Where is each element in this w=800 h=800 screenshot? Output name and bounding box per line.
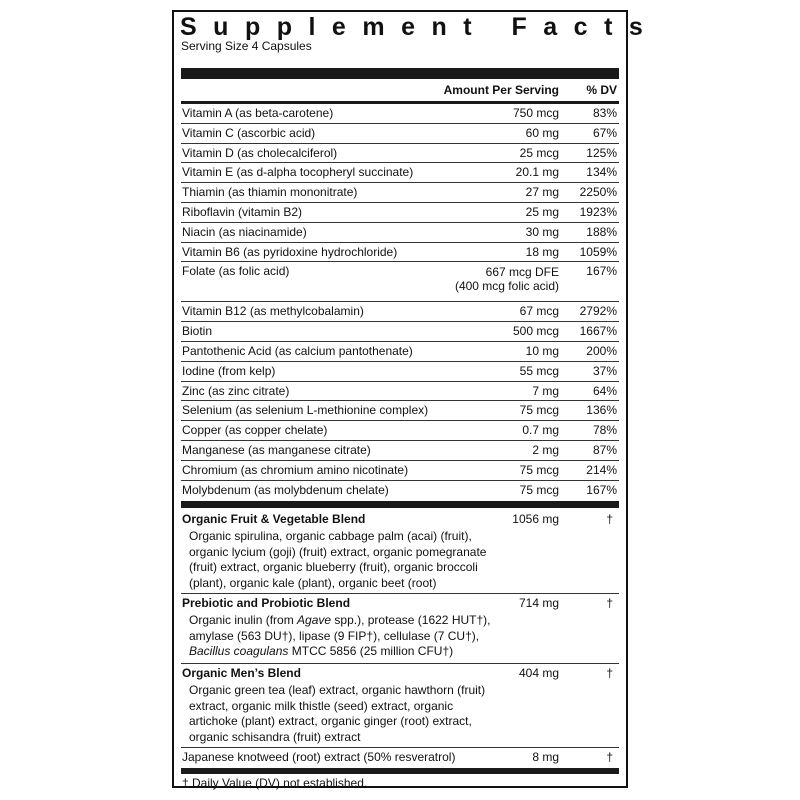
- nutrient-name: Riboflavin (vitamin B2): [182, 204, 303, 219]
- blend-ingredients: [189, 613, 504, 660]
- nutrient-dv: 2792%: [579, 304, 617, 319]
- blend-dv: †: [606, 512, 613, 526]
- blend-name: Organic Fruit & Vegetable Blend: [182, 512, 366, 526]
- nutrient-dv: 1059%: [579, 244, 617, 259]
- blend-amount: 404 mg: [518, 666, 559, 680]
- blend-header: [181, 664, 619, 683]
- nutrient-name: Iodine (from kelp): [182, 363, 276, 378]
- blend-name: Prebiotic and Probiotic Blend: [182, 596, 351, 610]
- blend-dv: †: [606, 596, 613, 610]
- table-row: [181, 461, 619, 481]
- nutrient-name: Vitamin B12 (as methylcobalamin): [182, 304, 364, 319]
- extra-amount: 8 mg: [532, 750, 559, 764]
- nutrient-dv: 64%: [592, 383, 617, 398]
- nutrient-dv: 136%: [586, 403, 617, 418]
- nutrient-amount: 750 mcg: [512, 106, 559, 120]
- nutrient-dv: 1923%: [579, 204, 617, 219]
- nutrient-name: Manganese (as manganese citrate): [182, 442, 371, 457]
- footnote: † Daily Value (DV) not established.: [182, 776, 368, 790]
- nutrient-amount: 18 mg: [525, 244, 559, 259]
- nutrient-name: Thiamin (as thiamin mononitrate): [182, 185, 358, 200]
- nutrient-amount: 500 mcg: [512, 324, 559, 339]
- blend-fruit-vegetable: [181, 510, 619, 591]
- nutrient-amount: 20.1 mg: [515, 165, 559, 180]
- nutrient-name: Biotin: [182, 324, 213, 339]
- top-divider-bar: [181, 68, 619, 79]
- nutrient-name: Vitamin D (as cholecalciferol): [182, 145, 338, 160]
- nutrient-amount: 10 mg: [525, 343, 559, 358]
- blend-dv: †: [606, 666, 613, 680]
- table-row: [181, 342, 619, 362]
- nutrient-dv: 125%: [586, 145, 617, 160]
- nutrient-name: Pantothenic Acid (as calcium pantothenate): [182, 343, 413, 358]
- serving-size: Serving Size 4 Capsules: [181, 39, 312, 53]
- table-row: [181, 322, 619, 342]
- blend-mens: [181, 664, 619, 745]
- blend-header: [181, 510, 619, 529]
- amount-dfe: 667 mcg DFE: [485, 265, 559, 280]
- nutrient-dv: 2250%: [579, 185, 617, 200]
- table-row: [181, 163, 619, 183]
- nutrient-amount: 0.7 mg: [522, 423, 559, 438]
- table-row: [181, 144, 619, 164]
- nutrient-name: Niacin (as niacinamide): [182, 224, 307, 239]
- table-row: [181, 203, 619, 223]
- nutrient-dv: 214%: [586, 462, 617, 477]
- nutrient-name: Molybdenum (as molybdenum chelate): [182, 482, 389, 497]
- nutrient-dv: 87%: [592, 442, 617, 457]
- nutrient-dv: 37%: [592, 363, 617, 378]
- table-row: [181, 382, 619, 402]
- nutrient-dv: 188%: [586, 224, 617, 239]
- nutrient-name: Vitamin C (ascorbic acid): [182, 125, 316, 140]
- blend-amount: 1056 mg: [512, 512, 559, 526]
- nutrient-name: Copper (as copper chelate): [182, 423, 328, 438]
- column-header: [181, 80, 619, 100]
- blend-ingredients: Organic green tea (leaf) extract, organic hawthorn (fruit) extract, organic milk thistle (seed) extract, organic artichoke (plant) extract, organic ginger (root) extract, organic schisandra (fruit) extract: [189, 683, 486, 744]
- ingredient-italic: Bacillus coagulans: [189, 644, 289, 659]
- nutrient-name: Chromium (as chromium amino nicotinate): [182, 462, 409, 477]
- middle-divider-bar: [181, 501, 619, 508]
- nutrient-name: Vitamin E (as d-alpha tocopheryl succinate): [182, 165, 414, 180]
- supplement-facts-panel: [172, 10, 660, 790]
- panel-title: Supplement Facts: [180, 13, 660, 41]
- ingredient-text: spp.), protease (1622 HUT†), amylase (563 DU†), lipase (9 FIP†), cellulase (7 CU†),: [189, 613, 491, 643]
- table-row: [181, 183, 619, 203]
- nutrient-dv: 167%: [586, 482, 617, 497]
- nutrient-amount: 30 mg: [525, 224, 559, 239]
- nutrient-table: [181, 104, 619, 500]
- table-row: [181, 421, 619, 441]
- table-row: [181, 104, 619, 124]
- table-row: [181, 481, 619, 501]
- table-row: [181, 243, 619, 263]
- table-row: [181, 362, 619, 382]
- nutrient-amount: 60 mg: [525, 125, 559, 140]
- bottom-divider-bar: [181, 768, 619, 774]
- nutrient-amount: 67 mcg: [519, 304, 559, 319]
- ingredient-text: Organic inulin (from: [189, 613, 298, 627]
- table-row: [181, 401, 619, 421]
- nutrient-amount: 27 mg: [525, 185, 559, 200]
- nutrient-amount: 75 mcg: [519, 403, 559, 418]
- nutrient-dv: 78%: [592, 423, 617, 438]
- nutrient-amount: [455, 265, 559, 293]
- extra-ingredient-row: [181, 748, 619, 767]
- extra-name: Japanese knotweed (root) extract (50% resveratrol): [182, 750, 456, 764]
- table-row: [181, 223, 619, 243]
- nutrient-amount: 75 mcg: [519, 462, 559, 477]
- ingredient-text: MTCC 5856 (25 million CFU†): [288, 644, 454, 659]
- blend-header: [181, 594, 619, 613]
- nutrient-dv: 67%: [592, 125, 617, 140]
- nutrient-dv: 134%: [586, 165, 617, 180]
- nutrient-name: Zinc (as zinc citrate): [182, 383, 290, 398]
- nutrient-name: Selenium (as selenium L-methionine complex): [182, 403, 429, 418]
- blend-amount: 714 mg: [518, 596, 559, 610]
- dv-header: % DV: [586, 83, 617, 97]
- ingredient-italic: Agave: [297, 613, 332, 627]
- blend-name: Organic Men’s Blend: [182, 666, 301, 680]
- nutrient-name: Vitamin B6 (as pyridoxine hydrochloride): [182, 244, 398, 259]
- nutrient-amount: 25 mcg: [519, 145, 559, 160]
- nutrient-amount: 75 mcg: [519, 482, 559, 497]
- nutrient-dv: 83%: [592, 106, 617, 120]
- nutrient-name: Vitamin A (as beta-carotene): [182, 106, 334, 120]
- nutrient-amount: 25 mg: [525, 204, 559, 219]
- amount-folic-acid: (400 mcg folic acid): [454, 279, 559, 294]
- table-row: [181, 124, 619, 144]
- table-row: [181, 262, 619, 302]
- nutrient-dv: 167%: [586, 264, 617, 279]
- table-row: [181, 441, 619, 461]
- nutrient-dv: 200%: [586, 343, 617, 358]
- nutrient-amount: 2 mg: [532, 442, 559, 457]
- blend-ingredients: Organic spirulina, organic cabbage palm (acai) (fruit), organic lycium (goji) (fruit) extract, organic pomegranate (fruit) extract, organic blueberry (fruit), organic broccoli (plant), organic kale (plant), organic beet (root): [189, 529, 487, 590]
- table-row: [181, 302, 619, 322]
- nutrient-amount: 55 mcg: [519, 363, 559, 378]
- blend-prebiotic-probiotic: [181, 594, 619, 660]
- nutrient-name: Folate (as folic acid): [182, 264, 290, 279]
- nutrient-dv: 1667%: [579, 324, 617, 339]
- extra-dv: †: [606, 750, 613, 764]
- nutrient-amount: 7 mg: [532, 383, 559, 398]
- amount-header: Amount Per Serving: [443, 83, 559, 97]
